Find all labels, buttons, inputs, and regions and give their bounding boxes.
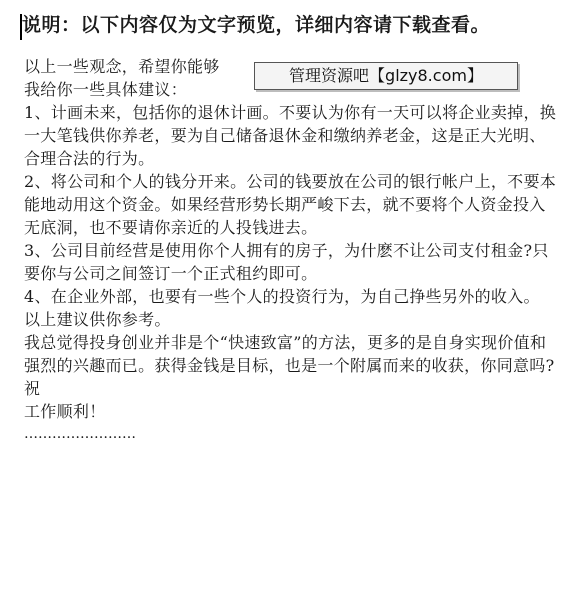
preview-notice: 说明：以下内容仅为文字预览，详细内容请下载查看。 <box>22 14 491 36</box>
paragraph-opinion: 我总觉得投身创业并非是个“快速致富”的方法，更多的是自身实现价值和强烈的兴趣而已。获得金钱是目标，也是一个附属而来的收获，你同意吗? <box>24 333 555 375</box>
paragraph-suggestion-4: 4、在企业外部，也要有一些个人的投资行为，为自己挣些另外的收入。 <box>24 287 540 306</box>
paragraph-suggestion-1: 1、计画未来，包括你的退休计画。不要认为你有一天可以将企业卖掉，换一大笔钱供你养老，要为自己储备退休金和缴纳养老金，这是正大光明、合理合法的行为。 <box>24 103 557 168</box>
paragraph-suggestion-2: 2、将公司和个人的钱分开来。公司的钱要放在公司的银行帐户上，不要本能地动用这个资金。如果经营形势长期严峻下去，就不要将个人资金投入无底洞，也不要请你亲近的人投钱进去。 <box>24 172 557 237</box>
paragraph-ellipsis: …………………… <box>24 426 136 442</box>
watermark-banner: 管理资源吧【glzy8.com】 <box>254 62 518 90</box>
document-body <box>24 55 559 446</box>
paragraph-wish: 工作顺利！ <box>24 402 106 421</box>
paragraph-reference: 以上建议供你参考。 <box>24 310 171 329</box>
paragraph-suggestion-3: 3、公司目前经营是使用你个人拥有的房子，为什麽不让公司支付租金?只要你与公司之间签订一个正式租约即可。 <box>24 241 549 283</box>
paragraph-intro: 以上一些观念，希望你能够 <box>24 57 220 76</box>
paragraph-greeting: 祝 <box>24 379 41 398</box>
paragraph-suggestions-lead: 我给你一些具体建议： <box>24 80 188 99</box>
